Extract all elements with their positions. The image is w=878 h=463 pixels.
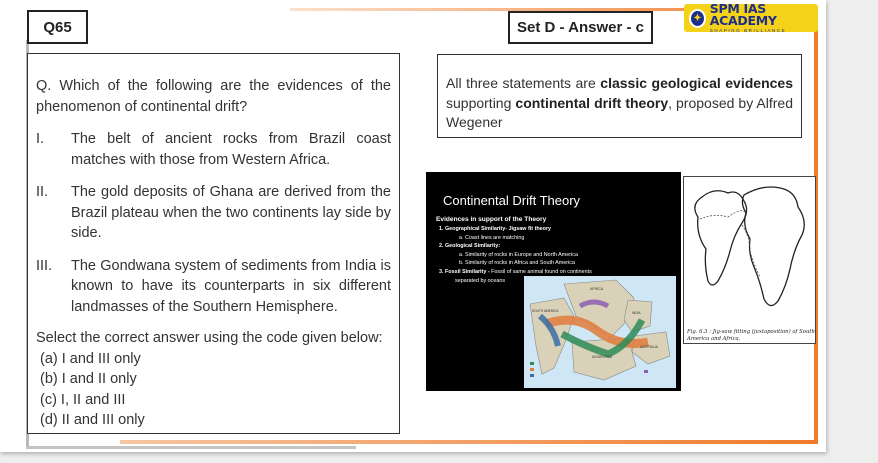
evidence-item: 1. Geographical Similarity- Jigsaw fit theory (439, 226, 552, 232)
jigsaw-outline-map (684, 177, 817, 327)
explanation-bold: classic geological evidences (600, 75, 793, 91)
evidence-item-rest: Fossil of same animal found on continents (491, 268, 592, 275)
statement-text: The Gondwana system of sediments from India is known to have its counterparts in six different landmasses of the Southern Hemisphere. (71, 257, 391, 315)
statement-item (36, 182, 391, 244)
question-box (27, 53, 400, 434)
south-america-outline (695, 191, 747, 285)
jigsaw-fit-image (683, 176, 816, 344)
continental-shelf-line (742, 225, 760, 277)
evidence-subitem: a. Coast lines are matching (459, 234, 525, 241)
decorative-frame-bottom (120, 440, 818, 444)
statement-number: I. (36, 131, 45, 147)
statement-number: III. (36, 257, 53, 274)
drift-image-title: Continental Drift Theory (443, 193, 581, 208)
statement-item (36, 256, 391, 318)
logo-emblem-icon: ✦ (689, 9, 706, 28)
africa-outline (742, 187, 804, 306)
evidence-item-head: 3. Fossil Similarity - (439, 268, 492, 275)
explanation-text: , proposed by Alfred Wegener (446, 94, 794, 130)
map-label-antarctica: ANTARCTICA (592, 355, 613, 359)
option-d: (d) II and III only (40, 412, 145, 428)
legend-swatch (530, 368, 534, 371)
statement-item (36, 129, 391, 170)
map-label-india: INDIA (632, 311, 641, 315)
map-label-australia: AUSTRALIA (640, 345, 658, 349)
explanation-bold: continental drift theory (515, 94, 669, 111)
map-label-africa: AFRICA (590, 287, 604, 291)
evidence-subitem: a. Similarity of rocks in Europe and North America (459, 251, 578, 258)
logo-name: SPM IAS ACADEMY (709, 0, 777, 29)
statement-text: The belt of ancient rocks from Brazil coast matches with those from Western Africa. (71, 131, 391, 168)
legend-swatch (530, 362, 534, 365)
logo-tagline: SHAPING BRILLIANCE (709, 27, 787, 33)
evidence-subitem: b. Similarity of rocks in Africa and South America (459, 260, 575, 267)
jigsaw-caption: Fig. 6.3 : Jig-saw fitting (juxtaposition) of South America and Africa. (687, 329, 815, 342)
statement-number: II. (36, 184, 49, 200)
option-a: (a) I and III only (40, 350, 141, 367)
legend-swatch (644, 370, 648, 373)
explanation-text: All three statements are (446, 75, 601, 91)
drift-image-subtitle: Evidences in support of the Theory (436, 216, 547, 223)
evidence-item: 2. Geological Similarity: (439, 243, 501, 250)
continental-drift-slide-image (426, 172, 681, 391)
legend-swatch (530, 374, 534, 377)
set-answer-label: Set D - Answer - c (508, 11, 653, 44)
question-number: Q65 (27, 10, 88, 44)
gondwana-fossil-map (524, 276, 676, 388)
academy-logo (684, 0, 818, 33)
continental-shelf-line (700, 211, 746, 219)
option-c: (c) I, II and III (40, 391, 126, 408)
select-instruction: Select the correct answer using the code given below: (36, 330, 383, 346)
map-label-south-america: SOUTH AMERICA (532, 309, 559, 313)
answer-explanation-box (437, 54, 802, 138)
option-b: (b) I and II only (40, 371, 137, 387)
statement-text: The gold deposits of Ghana are derived from the Brazil plateau when the two continents lay side by side. (71, 184, 391, 241)
evidence-continuation: separated by oceans (455, 277, 506, 284)
question-text: Q. Which of the following are the evidences of the phenomenon of continental drift? (36, 78, 391, 115)
decorative-frame-bottom-grey (26, 446, 356, 449)
explanation-text: supporting (446, 94, 516, 111)
